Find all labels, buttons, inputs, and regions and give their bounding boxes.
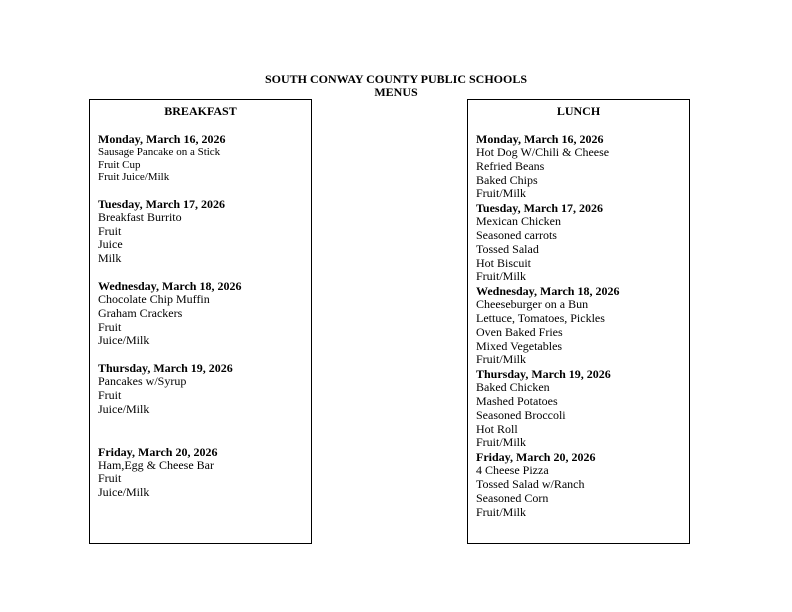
menu-item: Fruit [98, 471, 122, 486]
menu-item: 4 Cheese Pizza [476, 463, 549, 478]
breakfast-day-tuesday [98, 197, 307, 266]
lunch-day-list [476, 132, 685, 519]
menu-item: Fruit [98, 387, 122, 402]
menu-item: Fruit Cup [98, 158, 141, 171]
day-date: Friday, March 20, 2026 [476, 450, 596, 465]
lunch-menu-box [467, 99, 690, 544]
page-subtitle: MENUS [374, 85, 418, 99]
menu-item: Juice/Milk [98, 485, 150, 500]
menu-item: Refried Beans [476, 158, 545, 173]
page-title: SOUTH CONWAY COUNTY PUBLIC SCHOOLS [264, 72, 528, 86]
breakfast-day-thursday [98, 361, 307, 416]
day-date: Tuesday, March 17, 2026 [476, 201, 604, 216]
menu-item: Fruit [98, 319, 122, 334]
lunch-day-monday [476, 132, 685, 201]
day-date: Tuesday, March 17, 2026 [98, 196, 226, 211]
menu-item: Hot Biscuit [476, 255, 532, 270]
menu-item: Breakfast Burrito [98, 209, 182, 224]
menu-item: Seasoned Broccoli [476, 407, 566, 422]
menu-item: Juice/Milk [98, 401, 150, 416]
menu-item: Seasoned carrots [476, 227, 557, 242]
menu-item: Ham,Egg & Cheese Bar [98, 457, 214, 472]
menu-item: Fruit/Milk [476, 435, 527, 450]
menu-item: Juice [98, 237, 123, 252]
breakfast-day-list [98, 132, 307, 513]
menu-item: Fruit/Milk [476, 504, 527, 519]
menu-item: Chocolate Chip Muffin [98, 291, 210, 306]
day-date: Thursday, March 19, 2026 [98, 361, 233, 376]
day-date: Wednesday, March 18, 2026 [476, 284, 620, 299]
menu-item: Sausage Pancake on a Stick [98, 146, 221, 158]
lunch-title: LUNCH [556, 104, 601, 118]
breakfast-menu-box [89, 99, 312, 544]
menu-item: Baked Chips [476, 172, 538, 187]
menu-item: Hot Roll [476, 421, 518, 436]
menu-item: Juice/Milk [98, 333, 150, 348]
menu-item: Fruit/Milk [476, 352, 527, 367]
menu-item: Mexican Chicken [476, 214, 561, 229]
menu-item: Fruit/Milk [476, 269, 527, 284]
lunch-day-friday [476, 450, 685, 519]
menu-item: Tossed Salad w/Ranch [476, 476, 585, 491]
menu-item: Mixed Vegetables [476, 338, 563, 353]
menu-item: Lettuce, Tomatoes, Pickles [476, 310, 605, 325]
menu-item: Mashed Potatoes [476, 393, 558, 408]
menu-item: Baked Chicken [476, 380, 550, 395]
menu-item: Graham Crackers [98, 305, 183, 320]
menu-item: Hot Dog W/Chili & Cheese [476, 145, 610, 159]
lunch-day-thursday [476, 367, 685, 450]
day-date: Monday, March 16, 2026 [476, 132, 604, 146]
lunch-day-tuesday [476, 201, 685, 284]
breakfast-title: BREAKFAST [164, 104, 237, 118]
menu-item: Cheeseburger on a Bun [476, 297, 589, 312]
breakfast-day-friday [98, 445, 307, 500]
day-date: Friday, March 20, 2026 [98, 444, 218, 459]
menu-item: Fruit [98, 223, 122, 238]
day-date: Thursday, March 19, 2026 [476, 367, 611, 382]
menu-item: Milk [98, 251, 122, 266]
menu-item: Fruit Juice/Milk [98, 171, 170, 184]
menu-item: Oven Baked Fries [476, 324, 563, 339]
menu-item: Pancakes w/Syrup [98, 374, 187, 389]
day-date: Monday, March 16, 2026 [98, 132, 226, 146]
breakfast-day-monday [98, 132, 307, 184]
menu-item: Tossed Salad [476, 241, 539, 256]
day-date: Wednesday, March 18, 2026 [98, 278, 242, 293]
breakfast-day-wednesday [98, 279, 307, 348]
lunch-day-wednesday [476, 284, 685, 367]
menu-item: Fruit/Milk [476, 186, 527, 201]
menu-item: Seasoned Corn [476, 490, 549, 505]
